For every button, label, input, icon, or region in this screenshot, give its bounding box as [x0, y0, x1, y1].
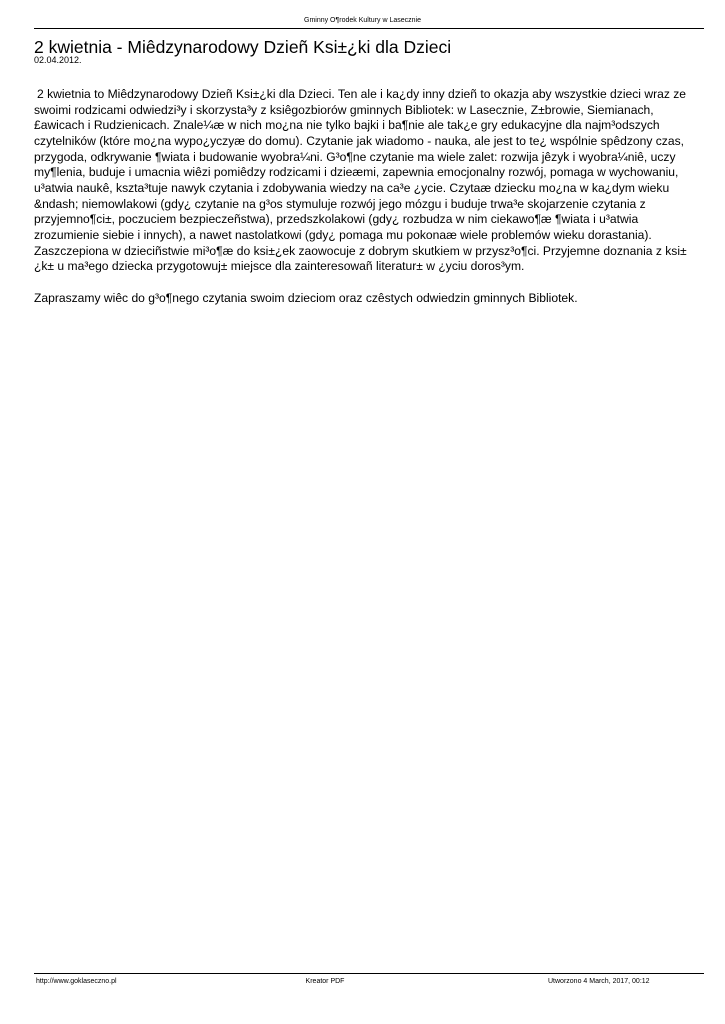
header-divider [34, 28, 704, 29]
article-body-paragraph: 2 kwietnia to Miêdzynarodowy Dzieñ Ksi±¿ki dla Dzieci. Ten ale i ka¿dy inny dzieñ to okazja aby wszystkie dzieci wraz ze swoimi rodzicami odwiedzi³y i skorzysta³y z ksiêgozbiorów gminnych Bibliotek: w Lasecznie, Z±browie, Siemianach, £awicach i Rudzienicach. Znale¼æ w nich mo¿na nie tylko bajki i ba¶nie ale tak¿e gry edukacyjne dla najm³odszych czytelników (które mo¿na wypo¿yczyæ do domu). Czytanie jak wiadomo - nauka, ale jest to te¿ wspólnie spêdzony czas, przygoda, odkrywanie ¶wiata i budowanie wyobra¼ni. G³o¶ne czytanie ma wiele zalet: rozwija jêzyk i wyobra¼niê, uczy my¶lenia, buduje i umacnia wiêzi pomiêdzy rodzicami i dzieæmi, zapewnia emocjonalny rozwój, pomaga w wychowaniu, u³atwia naukê, kszta³tuje nawyk czytania i zdobywania wiedzy na ca³e ¿ycie. Czytaæ dziecku mo¿na w ka¿dym wieku &ndash; niemowlakowi (gdy¿ czytanie na g³os stymuluje rozwój jego mózgu i buduje trwa³e skojarzenie czytania z przyjemno¶ci±, poczuciem bezpieczeñstwa), przedszkolakowi (gdy¿ rozbudza w nim ciekawo¶æ ¶wiata i u³atwia zrozumienie siebie i innych), a nawet nastolatkowi (gdy¿ pomaga mu pokonaæ wiele problemów wieku dorastania). Zaszczepiona w dzieciñstwie mi³o¶æ do ksi±¿ek zaowocuje z dobrym skutkiem w przysz³o¶ci. Przyjemne doznania z ksi±¿k± u ma³ego dziecka przygotowuj± miejsce dla zainteresowañ literatur± w ¿yciu doros³ym. [34, 87, 687, 274]
footer-generator: Kreator PDF [305, 978, 345, 985]
article-date: 02.04.2012. [34, 55, 82, 65]
header-site-name: Gminny O¶rodek Kultury w Lasecznie [304, 17, 421, 24]
article-closing-paragraph: Zapraszamy wiêc do g³o¶nego czytania swoim dzieciom oraz czêstych odwiedzin gminnych Bibliotek. [34, 290, 578, 305]
footer-url: http://www.goklaseczno.pl [36, 978, 117, 985]
article-title: 2 kwietnia - Miêdzynarodowy Dzieñ Ksi±¿ki dla Dzieci [34, 37, 452, 57]
footer-divider [34, 973, 704, 974]
footer-created-date: Utworzono 4 March, 2017, 00:12 [548, 978, 650, 985]
article-content [34, 87, 706, 306]
